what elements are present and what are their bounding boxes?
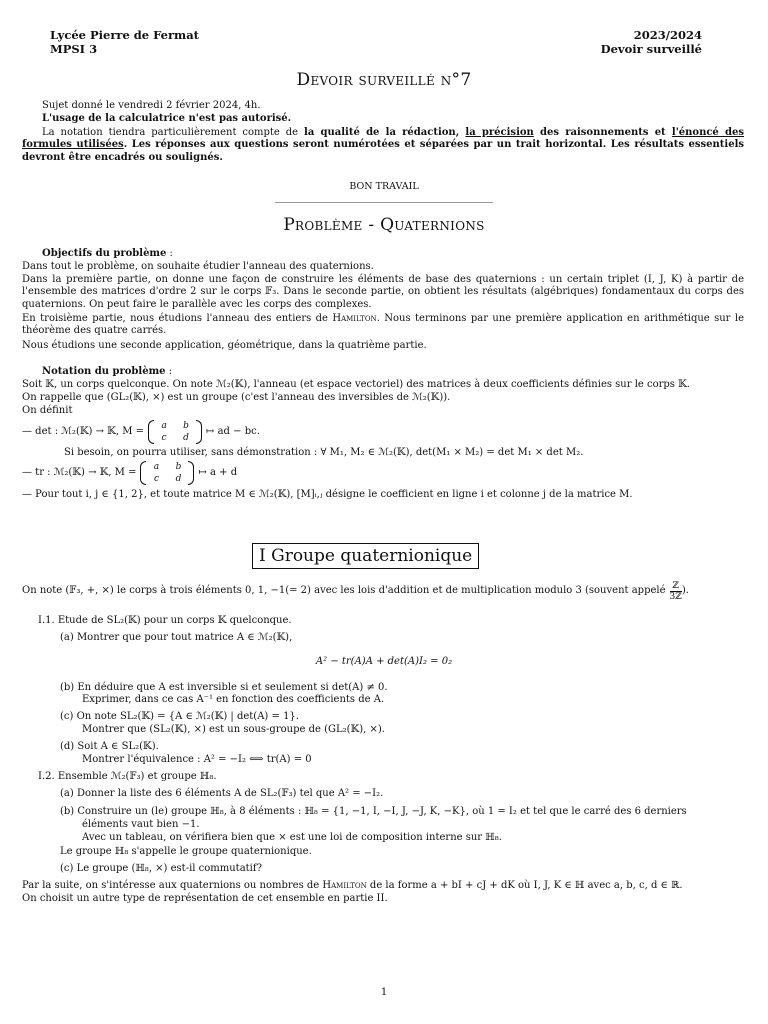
separator-rule	[275, 202, 493, 203]
fraction-denominator: 3ℤ	[669, 591, 682, 602]
notation-paragraph	[22, 127, 744, 164]
objectifs-para2: Dans la première partie, on donne une façon de construire les éléments de base des quaternions : un certain triplet (I, J, K) à partir de l'ensemble des matrices d'ordre 2 sur le corps 𝔽₃. Dans le seconde partie, on obtient les résultats (algébriques) fondamentaux du corps des quaternions. On peut faire le parallèle avec les corps des complexes.	[22, 274, 744, 310]
det-note: Si besoin, on pourra utiliser, sans démonstration : ∀ M₁, M₂ ∈ ℳ₂(𝕂), det(M₁ × M₂) = det M₁ × det M₂.	[64, 447, 584, 458]
det-matrix	[148, 420, 202, 444]
matrix-c: c	[161, 433, 167, 443]
z-quotient-fraction	[670, 581, 682, 602]
notation-text-a: La notation tiendra particulièrement compte de	[42, 127, 305, 138]
header-year: 2023/2024	[633, 28, 702, 42]
tr-matrix	[140, 461, 194, 485]
matrix-d: d	[175, 474, 182, 484]
conclusion-b: de la forme a + bI + cJ + dK où I, J, K ∈ ℍ avec a, b, c, d ∈ ℝ.	[366, 880, 683, 891]
coefficient-line: — Pour tout i, j ∈ {1, 2}, et toute matrice M ∈ ℳ₂(𝕂), [M]ᵢ,ⱼ désigne le coefficient en ligne i et colonne j de la matrice M.	[22, 489, 633, 500]
question-I1c-2: Montrer que (SL₂(𝕂), ×) est un sous-groupe de (GL₂(𝕂), ×).	[82, 724, 385, 735]
objectifs-heading-colon: :	[166, 248, 173, 259]
matrix-c: c	[153, 474, 159, 484]
notation-line2: On rappelle que (GL₂(𝕂), ×) est un groupe (c'est l'anneau des inversibles de ℳ₂(𝕂)).	[22, 392, 451, 403]
objectifs-para3	[22, 313, 744, 338]
bon-travail: BON TRAVAIL	[349, 181, 419, 192]
header-doc-type: Devoir surveillé	[600, 42, 702, 56]
part1-intro-end: ).	[681, 584, 689, 596]
hamilton-name-2: Hamilton	[322, 880, 367, 891]
objectifs-para3-a: En troisième partie, nous étudions l'anneau des entiers de	[22, 313, 333, 324]
part1-intro-text: On note (𝔽₃, +, ×) le corps à trois éléments 0, 1, −1(= 2) avec les lois d'addition et de multiplication modulo 3 (souvent appelé	[22, 584, 666, 596]
question-I2: I.2. Ensemble ℳ₂(𝔽₃) et groupe ℍ₈.	[38, 771, 217, 782]
notation-heading-label: Notation du problème	[42, 366, 166, 377]
notation-text-e: des raisonnements et	[533, 127, 672, 138]
fraction-numerator: ℤ	[670, 581, 682, 592]
objectifs-line1: Dans tout le problème, on souhaite étudier l'anneau des quaternions.	[22, 261, 374, 272]
notation-line1: Soit 𝕂, un corps quelconque. On note ℳ₂(𝕂), l'anneau (et espace vectoriel) des matrices à deux coefficients définies sur le corps 𝕂.	[22, 379, 690, 390]
part1-intro	[22, 578, 689, 604]
notation-heading	[42, 366, 172, 378]
quaternion-group-note: Le groupe ℍ₈ s'appelle le groupe quaternionique.	[60, 846, 312, 857]
question-I2b: (b) Construire un (le) groupe ℍ₈, à 8 éléments : ℍ₈ = {1, −1, I, −I, J, −J, K, −K}, où 1 = I₂ et tel que le carré des 6 derniers	[60, 806, 687, 817]
question-I1: I.1. Etude de SL₂(𝕂) pour un corps 𝕂 quelconque.	[38, 615, 292, 626]
det-suffix: ↦ ad − bc.	[206, 425, 260, 437]
question-I1a: (a) Montrer que pour tout matrice A ∈ ℳ₂(𝕂),	[60, 632, 293, 643]
conclusion-line2: On choisit un autre type de représentation de cet ensemble en partie II.	[22, 893, 388, 904]
hamilton-name: Hamilton	[332, 313, 377, 324]
notation-formulas: l'énoncé des formules utilisées	[22, 127, 745, 151]
notation-heading-colon: :	[165, 366, 173, 377]
page-number: 1	[380, 987, 388, 998]
date-line: Sujet donné le vendredi 2 février 2024, 4h.	[42, 100, 261, 111]
matrix-a: a	[161, 421, 167, 431]
notation-quality: la qualité de la rédaction	[304, 127, 456, 138]
question-I1b: (b) En déduire que A est inversible si et seulement si det(A) ≠ 0.	[60, 682, 388, 693]
objectifs-heading	[42, 248, 173, 260]
matrix-b: b	[183, 421, 189, 431]
question-I2b-2: éléments vaut bien −1.	[82, 819, 200, 830]
question-I1d: (d) Soit A ∈ SL₂(𝕂).	[60, 741, 159, 752]
tr-suffix: ↦ a + d	[198, 466, 238, 478]
conclusion-line1	[22, 880, 683, 892]
notation-sep: ,	[455, 127, 466, 138]
question-I1d-2: Montrer l'équivalence : A² = −I₂ ⟺ tr(A) = 0	[82, 754, 312, 765]
question-I2a: (a) Donner la liste des 6 éléments A de SL₂(𝔽₃) tel que A² = −I₂.	[60, 788, 384, 799]
notation-text-g: . Les réponses aux questions seront numérotées et séparées par un trait horizontal. Les résultats essentiels devront être encadrés ou soulignés.	[22, 139, 745, 163]
det-definition	[22, 418, 260, 446]
part1-title: I Groupe quaternionique	[252, 543, 479, 569]
question-I1c: (c) On note SL₂(𝕂) = {A ∈ ℳ₂(𝕂) | det(A) = 1}.	[60, 711, 299, 722]
matrix-a: a	[153, 462, 160, 472]
matrix-d: d	[183, 433, 189, 443]
page-title: Devoir surveillé n°7	[296, 70, 472, 90]
conclusion-a: Par la suite, on s'intéresse aux quaternions ou nombres de	[22, 880, 323, 891]
problem-title: Problème - Quaternions	[283, 215, 485, 235]
header-class: MPSI 3	[50, 42, 98, 56]
det-prefix: — det : ℳ₂(𝕂) → 𝕂, M =	[22, 425, 145, 437]
tr-definition	[22, 459, 237, 487]
question-I1b-2: Exprimer, dans ce cas A⁻¹ en fonction des coefficients de A.	[82, 694, 385, 705]
objectifs-heading-label: Objectifs du problème	[42, 248, 167, 259]
notation-line3: On définit	[22, 405, 73, 416]
equation-cayley-hamilton: A² − tr(A)A + det(A)I₂ = 0₂	[315, 656, 453, 667]
matrix-b: b	[175, 462, 182, 472]
calculator-line: L'usage de la calculatrice n'est pas autorisé.	[42, 113, 292, 124]
objectifs-line4: Nous étudions une seconde application, géométrique, dans la quatrième partie.	[22, 340, 427, 351]
notation-precision: la précision	[465, 127, 534, 138]
question-I2b-3: Avec un tableau, on vérifiera bien que × est une loi de composition interne sur ℍ₈.	[82, 832, 502, 843]
question-I2c: (c) Le groupe (ℍ₈, ×) est-il commutatif?	[60, 863, 262, 874]
objectifs-para3-b: . Nous terminons par une première application en arithmétique sur le théorème des quatre carrés.	[22, 313, 744, 337]
tr-prefix: — tr : ℳ₂(𝕂) → 𝕂, M =	[22, 466, 137, 478]
header-school: Lycée Pierre de Fermat	[50, 28, 199, 42]
